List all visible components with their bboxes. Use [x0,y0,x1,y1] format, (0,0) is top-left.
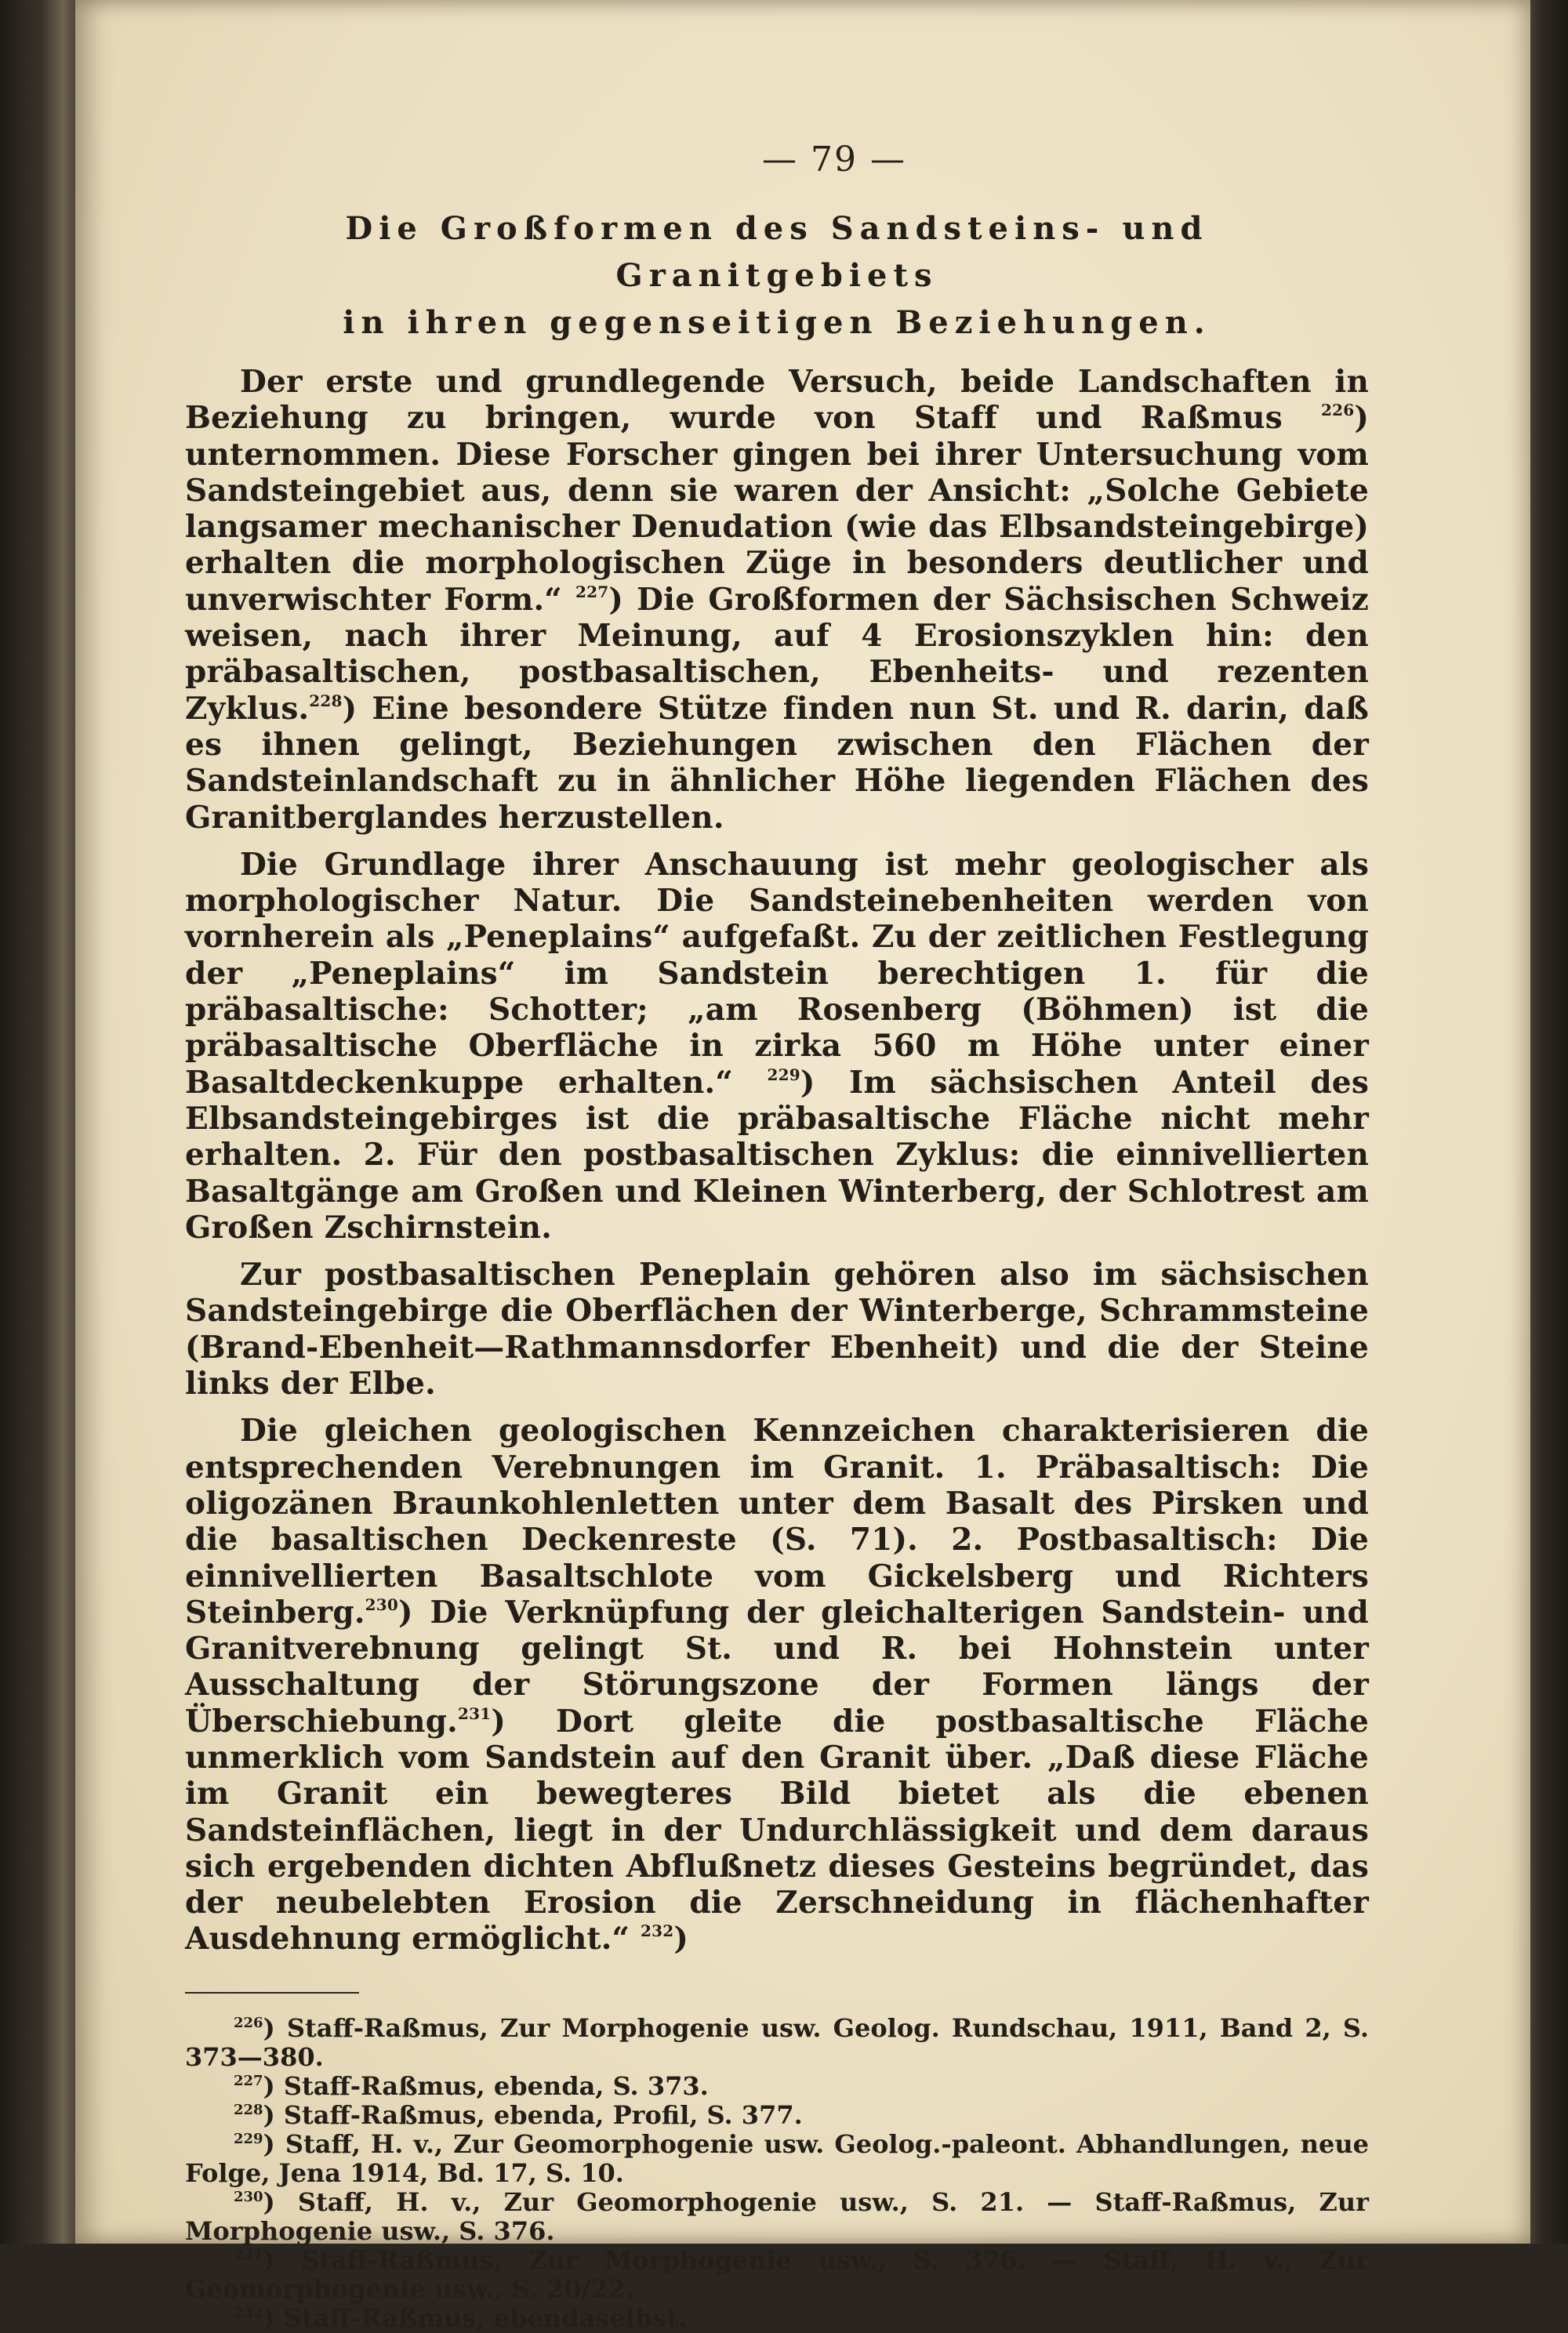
paragraph [185,847,1369,1246]
footnote-number: 228 [234,2101,263,2118]
footnote [185,2304,1369,2333]
footnote-reference: 226 [1320,401,1355,420]
paragraph-text: Die gleichen geologischen Kennzeichen charakterisieren die entsprechenden Verebnungen im Granit. 1. Präbasaltisch: Die oligozänen Braunkohlenletten unter dem Basalt des Pirsken und die basaltischen Deckenreste (S. 71). 2. Postbasaltisch: Die einnivellierten Basaltschlote vom Gickelsberg und Richters Steinberg. [185,1413,1369,1631]
footnote [185,2246,1369,2304]
footnote-text: ) Staff-Raßmus, Zur Morphogenie usw., S. 376. — Staff, H. v., Zur Geomorphogenie usw., S. 20/22. [185,2244,1369,2304]
footnote-number: 227 [234,2072,263,2089]
footnote-reference: 228 [309,691,343,710]
paragraph-text: ) Die Verknüpfung der gleichalterigen Sandstein- und Granitverebnung gelingt St. und R. bei Hohnstein unter Ausschaltung der Störungszone der Formen längs der Überschiebung. [185,1594,1369,1740]
scan-left-edge [0,0,77,2244]
heading-line-2: in ihren gegenseitigen Beziehungen. [343,304,1211,341]
footnote [185,2072,1369,2101]
paragraph-text: ) Die Großformen der Sächsischen Schweiz weisen, nach ihrer Meinung, auf 4 Erosionszyklen hin: den präbasaltischen, postbasaltischen, Ebenheits- und rezenten Zyklus. [185,581,1369,727]
footnote-reference: 232 [640,1921,674,1941]
scan-right-edge [1527,0,1568,2244]
paragraph-text: ) [673,1921,688,1957]
book-page [75,0,1530,2333]
footnote-number: 232 [234,2304,263,2321]
footnote-reference: 227 [575,582,609,601]
footnote-number: 231 [234,2246,263,2263]
paragraph-text: Zur postbasaltischen Peneplain gehören also im sächsischen Sandsteingebirge die Oberflächen der Winterberge, Schrammsteine (Brand-Ebenheit—Rathmannsdorfer Ebenheit) und die der Steine links der Elbe. [185,1257,1369,1402]
footnote-text: ) Staff-Raßmus, Zur Morphogenie usw. Geolog. Rundschau, 1911, Band 2, S. 373—380. [185,2012,1369,2072]
page-number: — 79 — [762,140,906,180]
paragraph [185,1413,1369,1957]
footnote [185,2014,1369,2072]
paragraph-text: ) unternommen. Diese Forscher gingen bei ihrer Untersuchung vom Sandsteingebiet aus, denn sie waren der Ansicht: „Solche Gebiete langsamer mechanischer Denudation (wie das Elbsandsteingebirge) erhalten die morphologischen Züge in besonders deutlicher und unverwischter Form.“ [185,400,1369,618]
footnote-text: ) Staff-Raßmus, ebenda, S. 373. [263,2070,709,2101]
body-text [185,364,1369,1957]
page-content [185,205,1369,2333]
paragraph-text: Die Grundlage ihrer Anschauung ist mehr geologischer als morphologischer Natur. Die Sandsteinebenheiten werden von vornherein als „Peneplains“ aufgefaßt. Zu der zeitlichen Festlegung der „Peneplains“ im Sandstein berechtigen 1. für die präbasaltische: Schotter; „am Rosenberg (Böhmen) ist die präbasaltische Oberfläche in zirka 560 m Höhe unter einer Basaltdeckenkuppe erhalten.“ [185,846,1369,1101]
footnote-text: ) Staff-Raßmus, ebendaselbst. [263,2302,688,2333]
footnote-text: ) Staff-Raßmus, ebenda, Profil, S. 377. [263,2099,803,2130]
footnotes [185,2014,1369,2333]
footnote-number: 229 [234,2130,263,2147]
footnote [185,2101,1369,2130]
footnote [185,2188,1369,2246]
paragraph-text: ) Eine besondere Stütze finden nun St. und R. darin, daß es ihnen gelingt, Beziehungen zwischen den Flächen der Sandsteinlandschaft zu in ähnlicher Höhe liegenden Flächen des Granitberglandes herzustellen. [185,690,1369,836]
heading-line-1: Die Großformen des Sandsteins- und Granitgebiets [345,210,1209,294]
footnote-reference: 231 [457,1703,492,1723]
paragraph [185,1257,1369,1402]
paragraph [185,364,1369,836]
footnote [185,2130,1369,2188]
footnote-number: 230 [234,2188,263,2205]
section-heading [185,205,1369,347]
footnote-reference: 230 [365,1595,398,1614]
footnote-divider [185,1992,359,1994]
footnote-number: 226 [234,2014,263,2031]
paragraph-text: ) Dort gleite die postbasaltische Fläche unmerklich vom Sandstein auf den Granit über. „Daß diese Fläche im Granit ein bewegteres Bild bietet als die ebenen Sandsteinflächen, liegt in der Undurchlässigkeit und dem daraus sich ergebenden dichten Abflußnetz dieses Gesteins begründet, das der neubelebten Erosion die Zerschneidung in flächenhafter Ausdehnung ermöglicht.“ [185,1703,1369,1957]
footnote-reference: 229 [767,1065,800,1084]
footnote-text: ) Staff, H. v., Zur Geomorphogenie usw. Geolog.-paleont. Abhandlungen, neue Folge, Jena 1914, Bd. 17, S. 10. [185,2128,1369,2188]
paragraph-text: Der erste und grundlegende Versuch, beide Landschaften in Beziehung zu bringen, wurde von Staff und Raßmus [185,364,1369,437]
footnote-text: ) Staff, H. v., Zur Geomorphogenie usw., S. 21. — Staff-Raßmus, Zur Morphogenie usw., S. 376. [185,2186,1369,2246]
paragraph-text: ) Im sächsischen Anteil des Elbsandsteingebirges ist die präbasaltische Fläche nicht mehr erhalten. 2. Für den postbasaltischen Zyklus: die einnivellierten Basaltgänge am Großen und Kleinen Winterberg, der Schlotrest am Großen Zschirnstein. [185,1064,1369,1246]
